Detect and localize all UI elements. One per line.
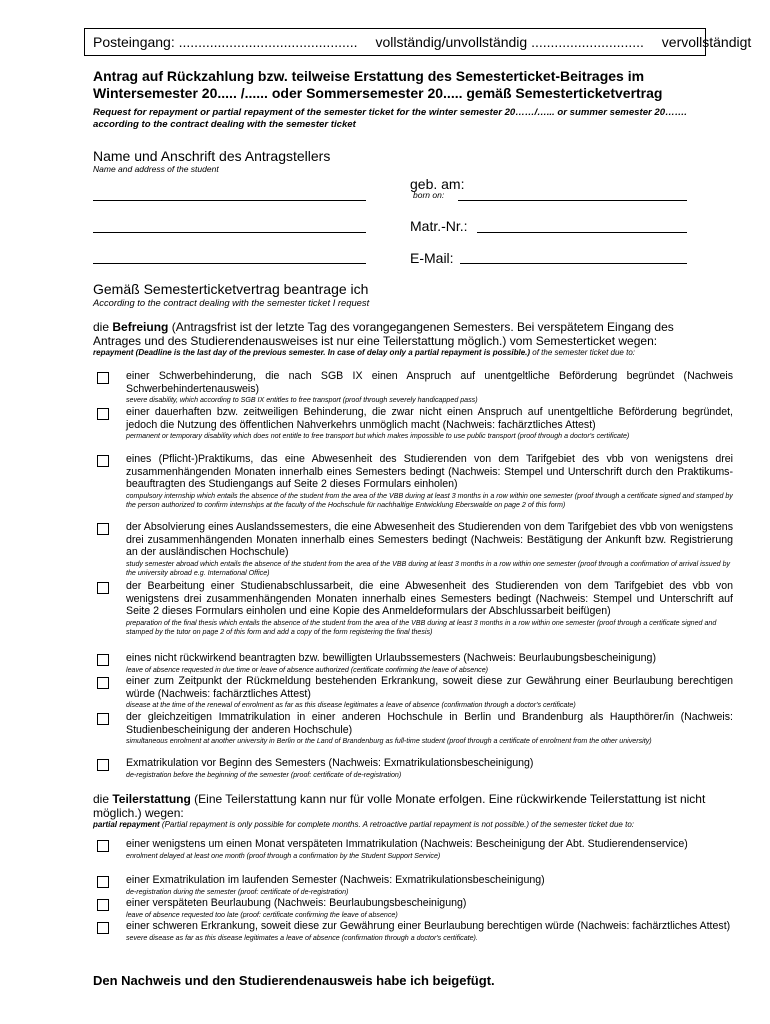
applicant-title-en: Name and address of the student xyxy=(93,164,219,174)
checkbox[interactable] xyxy=(97,713,109,725)
applicant-title: Name und Anschrift des Antragstellers xyxy=(93,148,331,164)
checkbox[interactable] xyxy=(97,840,109,852)
exemption-intro: die Befreiung (Antragsfrist ist der letzte Tag des vorangegangenen Semesters. Bei verspätetem Eingang des Antrages und des Studierendenausweises ist nur eine Teilerstattung möglich.) vom Semesterticket wegen: repayment (Deadline is the last day of the previous semester. In case of delay only a partial repayment is possible.) of the semester ticket due to: xyxy=(93,320,674,357)
heading-de: Antrag auf Rückzahlung bzw. teilweise Erstattung des Semesterticket-Beitrages im Wintersemester 20..... /...... oder Sommersemester 20..... gemäß Semesterticketvertrag xyxy=(93,68,663,101)
born-field[interactable] xyxy=(458,200,687,201)
name-line-1[interactable] xyxy=(93,200,366,201)
checkbox[interactable] xyxy=(97,654,109,666)
name-line-3[interactable] xyxy=(93,263,366,264)
exemption-item: einer dauerhaften bzw. zeitweiligen Behinderung, die zwar nicht einen Anspruch auf unentgeltliche Beförderung begründet, jedoch die Nutzung des öffentlichen Nahverkehrs unmöglich macht (Nachweis: fachärztliches Attest) permanent or temporary disability which does not entitle to free transport but which makes impossible to use public transport (proof through a doctor's certificate) xyxy=(97,406,737,441)
born-label: geb. am: xyxy=(410,176,465,192)
exemption-item: eines (Pflicht-)Praktikums, das eine Abwesenheit des Studierenden von dem Tarifgebiet des vbb von wenigstens drei zusammenhängenden Monaten innerhalb eines Semesters bedingt (Nachweis: Stempel und Unterschrift durch den Praktikums-beauftragten des Studiengangs auf Seite 2 dieses Formulars einholen) compulsory internship which entails the absence of the student from the area of the VBB during at least 3 months in a row within one semester (proof through a certificate signed and stamped by the person authorized to confirm internships at the faculty of the Hochschule für nachhaltige Entwicklung Eberswalde on page 2 of this form) xyxy=(97,453,737,510)
request-title-en: According to the contract dealing with the semester ticket I request xyxy=(93,297,370,308)
checkbox[interactable] xyxy=(97,759,109,771)
checkbox[interactable] xyxy=(97,677,109,689)
partial-item: einer verspäteten Beurlaubung (Nachweis: Beurlaubungsbescheinigung) leave of absence requested too late (proof: certificate confirming the leave of absence) xyxy=(97,897,737,920)
checkbox[interactable] xyxy=(97,523,109,535)
checkbox[interactable] xyxy=(97,582,109,594)
partial-item: einer schweren Erkrankung, soweit diese zur Gewährung einer Beurlaubung berechtigen würde (Nachweis: fachärztliches Attest) severe disease as far as this disease legitimates a leave of absence (confirmation through a doctor's certificate). xyxy=(97,920,737,943)
born-label-en: born on: xyxy=(413,190,445,200)
matr-label: Matr.-Nr.: xyxy=(410,218,468,234)
checkbox[interactable] xyxy=(97,899,109,911)
receipt-label: Posteingang: .............................................. xyxy=(93,34,358,50)
exemption-item: der Bearbeitung einer Studienabschlussarbeit, die eine Abwesenheit des Studierenden von dem Tarifgebiet des vbb von wenigstens drei zusammenhängenden Monaten innerhalb eines Semesters bedingt (Nachweis: Stempel und Unterschrift auf Seite 2 dieses Formulars einholen und eine Kopie des Anmeldeformulars der Abschlussarbeit beifügen) preparation of the final thesis which entails the absence of the student from the area of the VBB during at least 3 months in a row within one semester (proof through a certificate signed and stamped by the tutor on page 2 of this form and add a copy of the form registering the final thesis) xyxy=(97,580,737,637)
exemption-bold: Befreiung xyxy=(112,320,169,334)
email-field[interactable] xyxy=(460,263,687,264)
partial-intro: die Teilerstattung (Eine Teilerstattung kann nur für volle Monate erfolgen. Eine rückwirkende Teilerstattung ist nicht möglich.) wegen: partial repayment (Partial repayment is only possible for complete months. A retroactive partial repayment is not possible.) of the semester ticket due to: xyxy=(93,792,706,829)
checkbox[interactable] xyxy=(97,922,109,934)
partial-item: einer Exmatrikulation im laufenden Semester (Nachweis: Exmatrikulationsbescheinigung) de-registration during the semester (proof: certificate of de-registration) xyxy=(97,874,737,897)
email-label: E-Mail: xyxy=(410,250,454,266)
status-complete-incomplete: vollständig/unvollständig ............................. xyxy=(375,34,644,50)
exemption-item: der Absolvierung eines Auslandssemesters, die eine Abwesenheit des Studierenden von dem Tarifgebiet des vbb von wenigstens drei zusammenhängenden Monaten innerhalb eines Semesters bedingt (Nachweis: Bestätigung der Ankunft bzw. Registrierung an der ausländischen Hochschule) study semester abroad which entails the absence of the student from the area of the VBB during at least 3 months in a row within one semester (proof through a confirmation of arrival issued by the university abroad e.g. International Office) xyxy=(97,521,737,578)
checkbox[interactable] xyxy=(97,876,109,888)
checkbox[interactable] xyxy=(97,372,109,384)
request-title: Gemäß Semesterticketvertrag beantrage ich xyxy=(93,281,369,297)
exemption-item: eines nicht rückwirkend beantragten bzw. bewilligten Urlaubssemesters (Nachweis: Beurlaubungsbescheinigung) leave of absence requested in due time or leave of absence authorized (certificate confirming the leave of absence) xyxy=(97,652,737,675)
exemption-item: einer Schwerbehinderung, die nach SGB IX einen Anspruch auf unentgeltliche Beförderung begründet (Nachweis Schwerbehindertenausweis) severe disability, which according to SGB IX entitles to free transport (proof through severely handicapped pass) xyxy=(97,370,737,405)
heading-en: Request for repayment or partial repayment of the semester ticket for the winter semester 20……/…... or summer semester 20……. according to the contract dealing with the semester ticket xyxy=(93,107,687,130)
exemption-item: der gleichzeitigen Immatrikulation in einer anderen Hochschule in Berlin und Brandenburg als Haupthörer/in (Nachweis: Studienbescheinigung der anderen Hochschule) simultaneous enrolment at another university in Berlin or the Land of Brandenburg as full-time student (proof through a certificate of enrolment from the other university) xyxy=(97,711,737,746)
checkbox[interactable] xyxy=(97,408,109,420)
partial-en-bold: partial repayment xyxy=(93,820,160,829)
receipt-box xyxy=(84,28,752,56)
exemption-en-bold: repayment (Deadline is the last day of the previous semester. In case of delay only a partial repayment is possible.) xyxy=(93,348,531,357)
final-statement: Den Nachweis und den Studierendenausweis habe ich beigefügt. xyxy=(93,973,495,988)
name-line-2[interactable] xyxy=(93,232,366,233)
status-completed: vervollständigt xyxy=(661,34,752,50)
checkbox[interactable] xyxy=(97,455,109,467)
exemption-item: Exmatrikulation vor Beginn des Semesters (Nachweis: Exmatrikulationsbescheinigung) de-registration before the beginning of the semester (proof: certificate of de-registration) xyxy=(97,757,737,780)
matr-field[interactable] xyxy=(477,232,687,233)
partial-item: einer wenigstens um einen Monat verspäteten Immatrikulation (Nachweis: Bescheinigung der Abt. Studierendenservice) enrolment delayed at least one month (proof through a confirmation by the Student Support Service) xyxy=(97,838,737,861)
partial-bold: Teilerstattung xyxy=(112,792,191,806)
exemption-item: einer zum Zeitpunkt der Rückmeldung bestehenden Erkrankung, soweit diese zur Gewährung einer Beurlaubung berechtigen würde (Nachweis: fachärztliches Attest) disease at the time of the renewal of enrolment as far as this disease legitimates a leave of absence (confirmation through a doctor's certificate) xyxy=(97,675,737,710)
